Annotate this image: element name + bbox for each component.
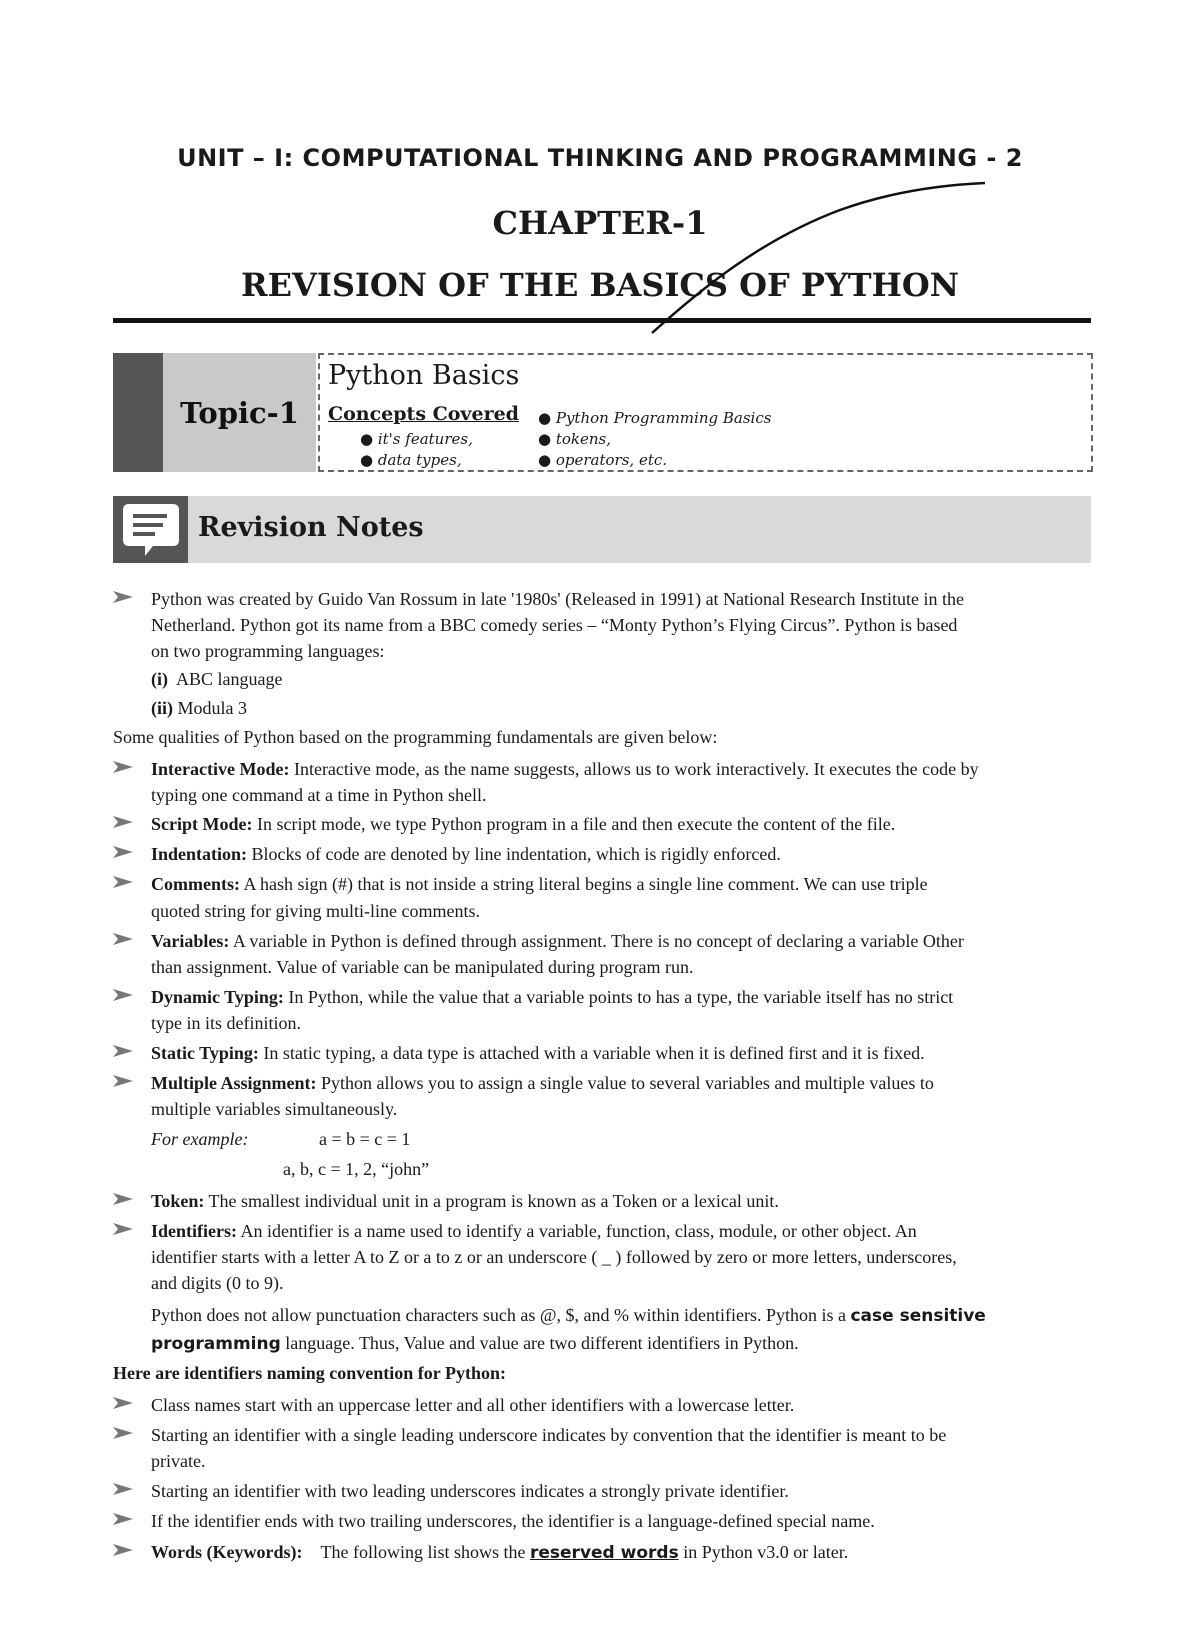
body-line — [151, 1306, 986, 1325]
bullet-arrow-icon — [113, 1543, 133, 1557]
naming-item: Starting an identifier with two leading underscores indicates a strongly private identifier. — [151, 1481, 789, 1501]
chapter-title: REVISION OF THE BASICS OF PYTHON — [241, 266, 959, 304]
quality-item — [151, 1192, 779, 1210]
naming-item: If the identifier ends with two trailing underscores, the identifier is a language-defined special name. — [151, 1511, 875, 1531]
quality-item — [151, 875, 928, 893]
emphasis: programming — [151, 1334, 281, 1354]
bullet-arrow-icon — [113, 1074, 133, 1088]
language-item — [151, 699, 247, 717]
body-line: typing one command at a time in Python shell. — [151, 785, 487, 805]
term: Words (Keywords): — [151, 1542, 303, 1562]
list-text: ABC language — [176, 669, 283, 689]
revision-notes-title: Revision Notes — [198, 512, 424, 543]
quality-item — [151, 932, 964, 950]
topic-name: Python Basics — [328, 360, 520, 391]
text: Blocks of code are denoted by line indentation, which is rigidly enforced. — [247, 844, 781, 864]
concept-item: ● data types, — [360, 451, 462, 469]
bullet-arrow-icon — [113, 932, 133, 946]
term: Comments: — [151, 874, 240, 894]
term: Indentation: — [151, 844, 248, 864]
bullet-arrow-icon — [113, 845, 133, 859]
bullet-arrow-icon — [113, 1192, 133, 1206]
body-line: quoted string for giving multi-line comments. — [151, 901, 480, 921]
concept-item: ● tokens, — [538, 430, 612, 448]
pen-stroke-mark — [0, 0, 1200, 360]
body-line: multiple variables simultaneously. — [151, 1099, 398, 1119]
concept-item: ● it's features, — [360, 430, 473, 448]
notes-icon — [113, 496, 188, 563]
term: Dynamic Typing: — [151, 987, 284, 1007]
text: The smallest individual unit in a program is known as a Token or a lexical unit. — [204, 1191, 779, 1211]
naming-item: Class names start with an uppercase letter and all other identifiers with a lowercase letter. — [151, 1395, 795, 1415]
concept-item: ● Python Programming Basics — [538, 409, 772, 427]
example-label: For example: — [151, 1129, 249, 1149]
emphasis: reserved words — [530, 1543, 679, 1563]
quality-item — [151, 1044, 925, 1062]
bullet-arrow-icon — [113, 988, 133, 1002]
body-line: Netherland. Python got its name from a BBC comedy series – “Monty Python’s Flying Circus”. Python is based — [151, 615, 958, 635]
bullet-arrow-icon — [113, 1222, 133, 1236]
quality-item — [151, 760, 979, 778]
bullet-arrow-icon — [113, 815, 133, 829]
example-code: a, b, c = 1, 2, “john” — [283, 1159, 430, 1179]
body-line: type in its definition. — [151, 1013, 301, 1033]
text: language. Thus, Value and value are two different identifiers in Python. — [280, 1333, 799, 1353]
naming-heading: Here are identifiers naming convention for Python: — [113, 1363, 506, 1383]
chapter-number: CHAPTER-1 — [492, 204, 708, 242]
term: Variables: — [151, 931, 230, 951]
example-code: a = b = c = 1 — [319, 1129, 411, 1149]
body-line: Python was created by Guido Van Rossum in late '1980s' (Released in 1991) at National Research Institute in the — [151, 589, 964, 609]
bullet-arrow-icon — [113, 875, 133, 889]
list-text: Modula 3 — [177, 698, 247, 718]
quality-item — [151, 1222, 917, 1240]
text: Python does not allow punctuation characters such as @, $, and % within identifiers. Python is a — [151, 1305, 851, 1325]
qualities-intro: Some qualities of Python based on the programming fundamentals are given below: — [113, 727, 718, 747]
emphasis: case sensitive — [850, 1306, 986, 1326]
list-number: (ii) — [151, 698, 173, 718]
language-item — [151, 670, 283, 688]
topic-label: Topic-1 — [180, 395, 299, 430]
text: Python allows you to assign a single value to several variables and multiple values to — [316, 1073, 934, 1093]
text: Interactive mode, as the name suggests, allows us to work interactively. It executes the code by — [289, 759, 979, 779]
bullet-arrow-icon — [113, 1482, 133, 1496]
quality-item — [151, 845, 781, 863]
bullet-arrow-icon — [113, 1426, 133, 1440]
text: An identifier is a name used to identify a variable, function, class, module, or other object. An — [236, 1221, 917, 1241]
keywords-item — [151, 1543, 848, 1562]
body-line: than assignment. Value of variable can be manipulated during program run. — [151, 957, 694, 977]
text: In static typing, a data type is attached with a variable when it is defined first and it is fixed. — [258, 1043, 925, 1063]
topic-dark-strip — [113, 353, 163, 472]
text: A variable in Python is defined through assignment. There is no concept of declaring a variable Other — [229, 931, 964, 951]
term: Token: — [151, 1191, 205, 1211]
notes-icon-panel — [113, 496, 188, 563]
quality-item — [151, 815, 895, 833]
body-line: identifier starts with a letter A to Z or a to z or an underscore ( _ ) followed by zero or more letters, underscores, — [151, 1247, 957, 1267]
term: Multiple Assignment: — [151, 1073, 317, 1093]
term: Identifiers: — [151, 1221, 237, 1241]
bullet-arrow-icon — [113, 590, 133, 604]
bullet-arrow-icon — [113, 1044, 133, 1058]
body-line: private. — [151, 1451, 206, 1471]
text: A hash sign (#) that is not inside a string literal begins a single line comment. We can use triple — [239, 874, 928, 894]
body-line: on two programming languages: — [151, 641, 385, 661]
term: Static Typing: — [151, 1043, 259, 1063]
topic-label-panel — [163, 353, 316, 472]
concept-item: ● operators, etc. — [538, 451, 668, 469]
bullet-arrow-icon — [113, 1396, 133, 1410]
quality-item — [151, 988, 953, 1006]
text: in Python v3.0 or later. — [678, 1542, 849, 1562]
quality-item — [151, 1074, 934, 1092]
list-number: (i) — [151, 669, 168, 689]
text: In Python, while the value that a variable points to has a type, the variable itself has no strict — [283, 987, 954, 1007]
concepts-covered-label: Concepts Covered — [328, 403, 519, 425]
bullet-arrow-icon — [113, 1512, 133, 1526]
text: In script mode, we type Python program in a file and then execute the content of the file. — [252, 814, 896, 834]
unit-title: UNIT – I: COMPUTATIONAL THINKING AND PROGRAMMING - 2 — [177, 144, 1023, 172]
body-line: and digits (0 to 9). — [151, 1273, 284, 1293]
term: Interactive Mode: — [151, 759, 290, 779]
bullet-arrow-icon — [113, 760, 133, 774]
naming-item: Starting an identifier with a single leading underscore indicates by convention that the identifier is meant to be — [151, 1425, 947, 1445]
text: The following list shows the — [320, 1542, 530, 1562]
body-line — [151, 1334, 799, 1353]
term: Script Mode: — [151, 814, 253, 834]
